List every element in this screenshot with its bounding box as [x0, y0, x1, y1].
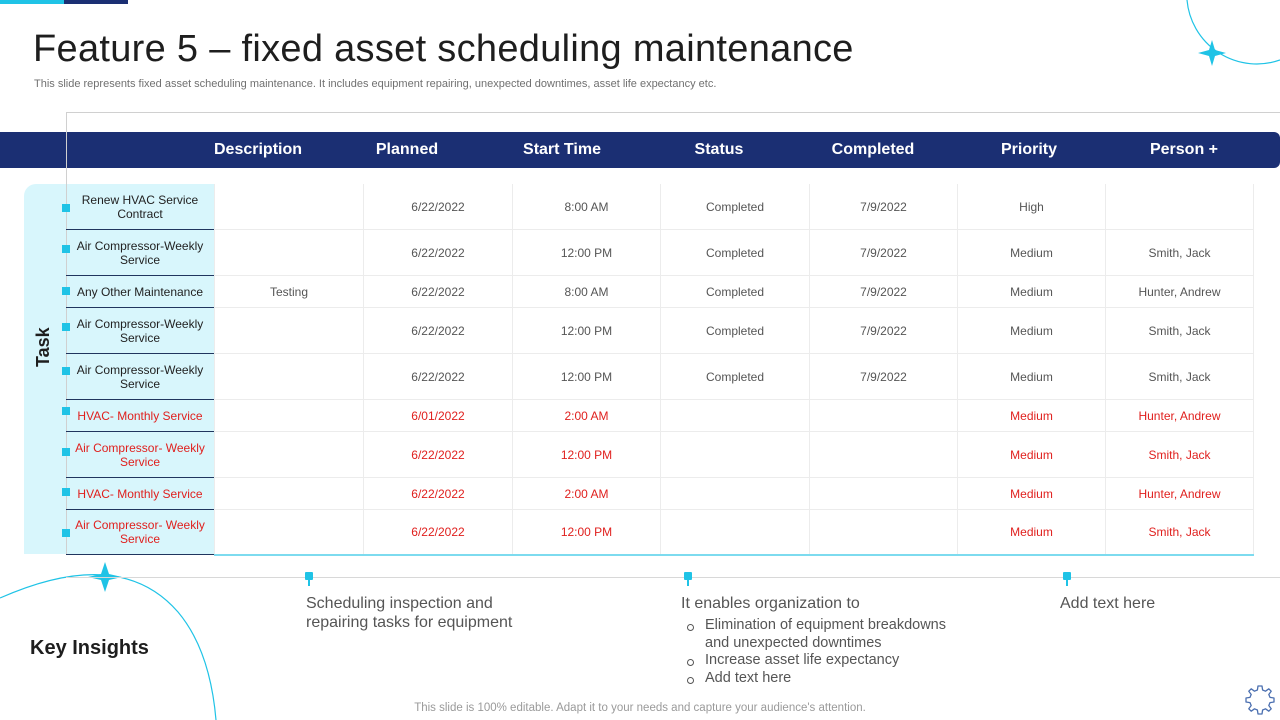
table-row [66, 354, 1254, 400]
start-time-cell: 12:00 PM [512, 230, 660, 276]
start-time-cell: 2:00 AM [512, 478, 660, 510]
person-cell: Smith, Jack [1105, 308, 1254, 354]
insights-divider [66, 577, 1280, 578]
completed-cell [809, 400, 957, 432]
completed-cell [809, 478, 957, 510]
table-row [66, 400, 1254, 432]
start-time-cell: 2:00 AM [512, 400, 660, 432]
task-name: Air Compressor- Weekly Service [66, 510, 214, 555]
planned-cell: 6/22/2022 [363, 230, 512, 276]
planned-cell: 6/22/2022 [363, 308, 512, 354]
person-cell [1105, 184, 1254, 230]
planned-cell: 6/22/2022 [363, 354, 512, 400]
accent-bar-navy [64, 0, 128, 4]
task-axis-label: Task [33, 327, 53, 367]
start-time-cell: 12:00 PM [512, 432, 660, 478]
planned-cell: 6/22/2022 [363, 276, 512, 308]
start-time-cell: 8:00 AM [512, 184, 660, 230]
status-cell: Completed [660, 184, 809, 230]
column-header-completed: Completed [831, 141, 915, 158]
task-name: Air Compressor-Weekly Service [66, 308, 214, 354]
task-name: HVAC- Monthly Service [66, 400, 214, 432]
person-cell: Hunter, Andrew [1105, 400, 1254, 432]
task-name: Air Compressor-Weekly Service [66, 230, 214, 276]
table-row [66, 184, 1254, 230]
status-cell: Completed [660, 354, 809, 400]
insight-marker-icon [684, 572, 692, 586]
column-header-priority: Priority [1000, 141, 1057, 158]
priority-cell: Medium [957, 276, 1105, 308]
person-cell: Smith, Jack [1105, 230, 1254, 276]
insight-bullet: Increase asset life expectancy [686, 652, 971, 670]
table-row [66, 478, 1254, 510]
description-cell [214, 432, 363, 478]
footer-note: This slide is 100% editable. Adapt it to your needs and capture your audience's attention. [414, 702, 866, 714]
column-header-status: Status [694, 141, 744, 158]
priority-cell: Medium [957, 478, 1105, 510]
person-cell: Hunter, Andrew [1105, 478, 1254, 510]
task-name: Air Compressor- Weekly Service [66, 432, 214, 478]
completed-cell: 7/9/2022 [809, 276, 957, 308]
description-cell: Testing [214, 276, 363, 308]
status-cell [660, 478, 809, 510]
description-cell [214, 354, 363, 400]
task-name: Air Compressor-Weekly Service [66, 354, 214, 400]
top-right-arc [1187, 0, 1280, 64]
priority-cell: Medium [957, 432, 1105, 478]
priority-cell: Medium [957, 308, 1105, 354]
person-cell: Hunter, Andrew [1105, 276, 1254, 308]
person-cell: Smith, Jack [1105, 432, 1254, 478]
completed-cell: 7/9/2022 [809, 184, 957, 230]
page-title: Feature 5 – fixed asset scheduling maintenance [33, 28, 854, 70]
sparkle-icon-top [1198, 40, 1226, 66]
description-cell [214, 510, 363, 555]
completed-cell [809, 432, 957, 478]
completed-cell [809, 510, 957, 555]
insight-marker-icon [1063, 572, 1071, 586]
insight-second-lead: It enables organization to [681, 595, 860, 612]
status-cell [660, 400, 809, 432]
description-cell [214, 308, 363, 354]
priority-cell: Medium [957, 510, 1105, 555]
accent-bar-cyan [0, 0, 64, 4]
insight-first: Scheduling inspection and repairing tasks for equipment [306, 595, 513, 631]
table-row [66, 230, 1254, 276]
description-cell [214, 184, 363, 230]
description-cell [214, 230, 363, 276]
column-header-planned: Planned [375, 141, 439, 158]
priority-cell: Medium [957, 230, 1105, 276]
completed-cell: 7/9/2022 [809, 354, 957, 400]
table-row [66, 510, 1254, 555]
start-time-cell: 12:00 PM [512, 308, 660, 354]
status-cell [660, 432, 809, 478]
priority-cell: High [957, 184, 1105, 230]
column-header-description: Description [214, 141, 303, 158]
frame-top-line [66, 112, 1280, 113]
planned-cell: 6/22/2022 [363, 510, 512, 555]
planned-cell: 6/01/2022 [363, 400, 512, 432]
task-name: Renew HVAC Service Contract [66, 184, 214, 230]
task-name: Any Other Maintenance [66, 276, 214, 308]
insight-marker-icon [305, 572, 313, 586]
planned-cell: 6/22/2022 [363, 184, 512, 230]
status-cell: Completed [660, 230, 809, 276]
insight-second-bullets [686, 617, 971, 687]
task-name: HVAC- Monthly Service [66, 478, 214, 510]
description-cell [214, 478, 363, 510]
completed-cell: 7/9/2022 [809, 308, 957, 354]
table-header [0, 132, 1280, 168]
start-time-cell: 8:00 AM [512, 276, 660, 308]
status-cell [660, 510, 809, 555]
table-row [66, 276, 1254, 308]
table-row [66, 308, 1254, 354]
start-time-cell: 12:00 PM [512, 354, 660, 400]
column-header-person: Person + [1149, 141, 1219, 158]
insight-third: Add text here [1060, 595, 1156, 612]
status-cell: Completed [660, 308, 809, 354]
table-row [66, 432, 1254, 478]
start-time-cell: 12:00 PM [512, 510, 660, 555]
person-cell: Smith, Jack [1105, 354, 1254, 400]
key-insights-heading: Key Insights [30, 637, 149, 659]
column-header-start-time: Start Time [523, 141, 601, 158]
priority-cell: Medium [957, 400, 1105, 432]
insight-bullet: Elimination of equipment breakdowns and unexpected downtimes [686, 617, 971, 652]
description-cell [214, 400, 363, 432]
table-bottom-rule [214, 554, 1254, 556]
planned-cell: 6/22/2022 [363, 432, 512, 478]
insight-bullet: Add text here [686, 670, 971, 688]
gear-icon [1244, 684, 1276, 716]
priority-cell: Medium [957, 354, 1105, 400]
person-cell: Smith, Jack [1105, 510, 1254, 555]
page-subtitle: This slide represents fixed asset scheduling maintenance. It includes equipment repairing, unexpected downtimes, asset life expectancy etc. [34, 78, 717, 90]
planned-cell: 6/22/2022 [363, 478, 512, 510]
status-cell: Completed [660, 276, 809, 308]
completed-cell: 7/9/2022 [809, 230, 957, 276]
